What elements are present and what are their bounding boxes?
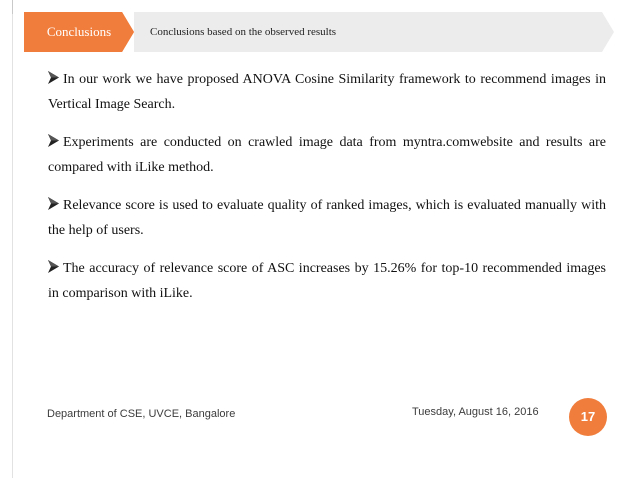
left-border-accent [12,0,13,14]
arrow-bullet-icon [48,68,59,81]
page-number-badge: 17 [569,398,607,436]
bullet-text: Experiments are conducted on crawled image data from myntra.comwebsite and results are compared with iLike method. [48,135,606,175]
bullet-list [48,67,606,319]
section-subtitle: Conclusions based on the observed results [150,26,337,38]
bullet-text: In our work we have proposed ANOVA Cosine Similarity framework to recommend images in Vertical Image Search. [48,72,606,112]
arrow-bullet-icon [48,194,59,207]
section-tab-label: Conclusions [46,24,112,39]
left-border-line [12,0,13,478]
footer-department: Department of CSE, UVCE, Bangalore [47,408,236,420]
bullet-text: Relevance score is used to evaluate quality of ranked images, which is evaluated manually with the help of users. [48,198,606,238]
bullet-item [48,130,606,180]
footer-date: Tuesday, August 16, 2016 [412,406,539,418]
arrow-bullet-icon [48,257,59,270]
bullet-item [48,256,606,306]
bullet-text: The accuracy of relevance score of ASC increases by 15.26% for top-10 recommended images in comparison with iLike. [48,261,606,301]
arrow-bullet-icon [48,131,59,144]
slide-header [24,12,614,52]
bullet-item [48,193,606,243]
bullet-item [48,67,606,117]
